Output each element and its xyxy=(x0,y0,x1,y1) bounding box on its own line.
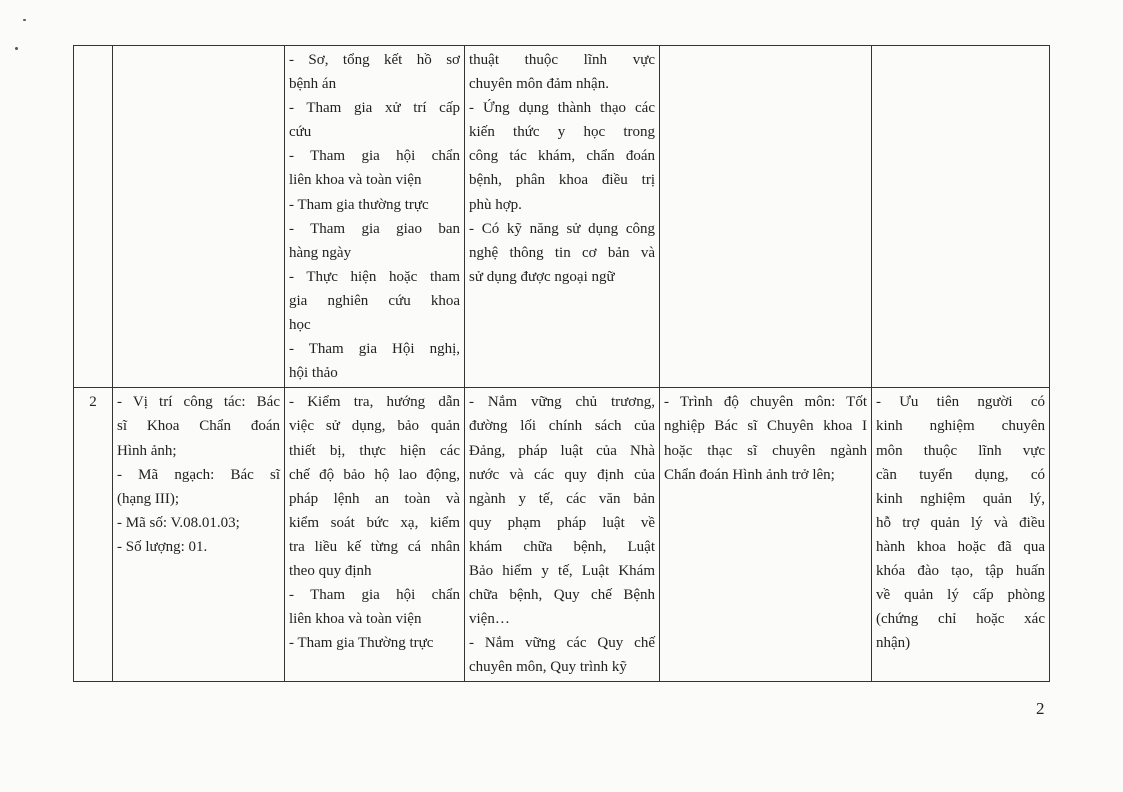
table-row xyxy=(74,388,1050,682)
cell-text-line: hỗ trợ quản lý và điều xyxy=(876,514,1045,531)
cell-text-line: kiến thức y học trong xyxy=(469,124,655,141)
cell-text-line: - Số lượng: 01. xyxy=(117,538,208,555)
cell-text-line: Hình ảnh; xyxy=(117,442,177,459)
cell-text-line: - Tham gia giao ban xyxy=(289,220,460,237)
cell-text-line: hàng ngày xyxy=(289,244,352,261)
tasks-cell xyxy=(285,46,465,388)
position-cell xyxy=(113,46,285,388)
cell-text-line: - Tham gia thường trực xyxy=(289,196,429,213)
cell-text-line: phù hợp. xyxy=(469,196,522,213)
scan-speck xyxy=(15,47,18,50)
cell-text-line: - Nắm vững chủ trương, xyxy=(469,394,655,411)
cell-text-line: theo quy định xyxy=(289,562,372,579)
cell-text-line: - Vị trí công tác: Bác xyxy=(117,394,280,411)
cell-text-line: - Có kỹ năng sử dụng công xyxy=(469,220,655,237)
row-number-cell xyxy=(74,46,113,388)
cell-text-line: bệnh án xyxy=(289,76,337,93)
cell-text-line: môn thuộc lĩnh vực xyxy=(876,442,1045,459)
cell-text-line: sử dụng được ngoại ngữ xyxy=(469,268,615,285)
tasks-cell xyxy=(285,388,465,682)
cell-text-line: hoặc thạc sĩ chuyên ngành xyxy=(664,442,867,459)
cell-text-line: (hạng III); xyxy=(117,490,180,507)
row-number-cell xyxy=(74,388,113,682)
cell-text-line: Đảng, pháp luật của Nhà xyxy=(469,442,655,459)
cell-text-line: - Tham gia hội chẩn xyxy=(289,148,460,165)
cell-text-line: hành khoa hoặc đã qua xyxy=(876,538,1045,555)
skills-cell xyxy=(465,46,660,388)
cell-text-line: - Tham gia xử trí cấp xyxy=(289,100,460,117)
cell-text-line: nghiệp Bác sĩ Chuyên khoa I xyxy=(664,418,867,435)
cell-text-line: Bảo hiểm y tế, Luật Khám xyxy=(469,562,655,579)
cell-text-line: quy phạm pháp luật về xyxy=(469,514,655,531)
cell-text-line: - Tham gia Hội nghị, xyxy=(289,341,460,358)
cell-text-line: - Mã số: V.08.01.03; xyxy=(117,514,240,531)
cell-text-line: khám chữa bệnh, Luật xyxy=(469,538,655,555)
cell-text-line: liên khoa và toàn viện xyxy=(289,611,422,628)
scan-speck xyxy=(23,19,26,21)
cell-text-line: liên khoa và toàn viện xyxy=(289,172,422,189)
cell-text-line: - Sơ, tổng kết hồ sơ xyxy=(289,52,460,68)
cell-text-line: sĩ Khoa Chẩn đoán xyxy=(117,418,280,435)
row-number: 2 xyxy=(89,394,97,411)
cell-text-line: công tác khám, chẩn đoán xyxy=(469,148,655,165)
cell-text-line: chế độ bảo hộ lao động, xyxy=(289,466,460,483)
page-number: 2 xyxy=(1036,699,1045,718)
qualifications-cell xyxy=(660,46,872,388)
cell-text-line: - Ứng dụng thành thạo các xyxy=(469,100,655,117)
recruitment-table xyxy=(73,45,1050,682)
cell-text-line: đường lối chính sách của xyxy=(469,418,655,435)
cell-text-line: chữa bệnh, Quy chế Bệnh xyxy=(469,587,655,604)
cell-text-line: gia nghiên cứu khoa xyxy=(289,292,460,309)
cell-text-line: (chứng chỉ hoặc xác xyxy=(876,611,1045,628)
cell-text-line: kiểm soát bức xạ, kiểm xyxy=(289,514,460,531)
cell-text-line: - Kiểm tra, hướng dẫn xyxy=(289,394,460,411)
cell-text-line: tra liều kế từng cá nhân xyxy=(289,538,460,555)
table-row xyxy=(74,46,1050,388)
qualifications-cell xyxy=(660,388,872,682)
cell-text-line: kinh nghiệm quản lý, xyxy=(876,490,1045,507)
cell-text-line: - Trình độ chuyên môn: Tốt xyxy=(664,394,867,411)
cell-text-line: kinh nghiệm chuyên xyxy=(876,418,1045,435)
cell-text-line: hội thảo xyxy=(289,365,338,382)
cell-text-line: - Tham gia Thường trực xyxy=(289,635,434,652)
cell-text-line: cần tuyển dụng, có xyxy=(876,466,1045,483)
cell-text-line: học xyxy=(289,317,311,334)
cell-text-line: Chẩn đoán Hình ảnh trở lên; xyxy=(664,466,835,483)
cell-text-line: - Mã ngạch: Bác sĩ xyxy=(117,466,280,483)
cell-text-line: nhận) xyxy=(876,635,911,652)
cell-text-line: - Nắm vững các Quy chế xyxy=(469,635,655,652)
cell-text-line: về quản lý cấp phòng xyxy=(876,587,1045,604)
cell-text-line: nghệ thông tin cơ bản và xyxy=(469,244,655,261)
cell-text-line: khóa đào tạo, tập huấn xyxy=(876,562,1045,579)
cell-text-line: thiết bị, thực hiện các xyxy=(289,442,460,459)
cell-text-line: việc sử dụng, bảo quản xyxy=(289,418,460,435)
cell-text-line: chuyên môn, Quy trình kỹ xyxy=(469,659,627,676)
cell-text-line: cứu xyxy=(289,124,312,141)
cell-text-line: nước và các quy định của xyxy=(469,466,655,483)
position-cell xyxy=(113,388,285,682)
cell-text-line: - Ưu tiên người có xyxy=(876,394,1045,411)
cell-text-line: thuật thuộc lĩnh vực xyxy=(469,52,655,68)
skills-cell xyxy=(465,388,660,682)
cell-text-line: viện… xyxy=(469,611,510,628)
cell-text-line: - Thực hiện hoặc tham xyxy=(289,268,460,285)
cell-text-line: pháp lệnh an toàn và xyxy=(289,490,460,507)
cell-text-line: ngành y tế, các văn bản xyxy=(469,490,655,507)
priority-cell xyxy=(872,46,1050,388)
cell-text-line: - Tham gia hội chẩn xyxy=(289,587,460,604)
cell-text-line: chuyên môn đảm nhận. xyxy=(469,76,609,93)
cell-text-line: bệnh, phân khoa điều trị xyxy=(469,172,655,189)
priority-cell xyxy=(872,388,1050,682)
